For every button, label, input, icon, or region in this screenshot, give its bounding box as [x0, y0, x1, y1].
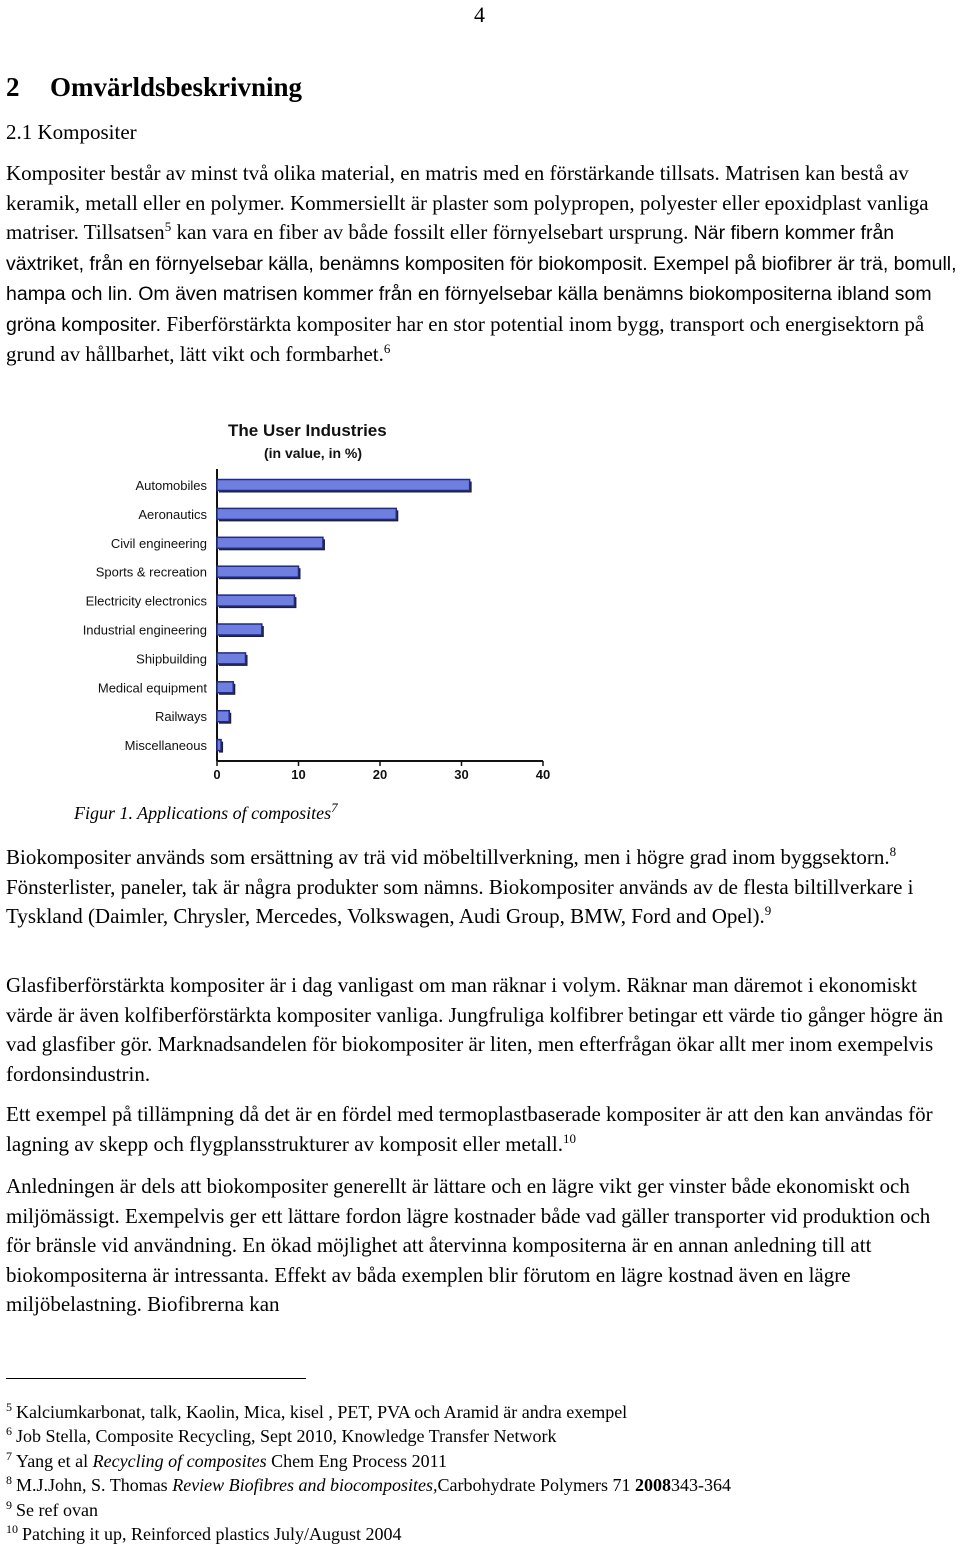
x-tick-label: 0: [213, 767, 221, 782]
section-heading: [6, 72, 302, 103]
x-tick-label: 10: [291, 767, 306, 782]
footnote-9: [6, 1498, 956, 1522]
footnotes: [6, 1400, 956, 1546]
footnote-8: [6, 1473, 956, 1497]
footnote-title: Recycling of composites: [92, 1450, 267, 1471]
chart-title: The User Industries: [228, 421, 387, 440]
subsection-heading: 2.1 Kompositer: [6, 120, 137, 144]
bar: [217, 740, 221, 751]
footnote-number: 6: [6, 1424, 12, 1439]
footnote-source: Chem Eng Process 2011: [266, 1450, 447, 1471]
page-number: 4: [474, 2, 485, 27]
paragraph-1-text-c: När fibern kommer från växtriket, från en förnyelsebar källa, benämns kompositen för biokomposit. Exempel på biofibrer är trä, bomull, hampa och lin. Om även matrisen kommer från en förnyelsebar källa benämns biokompositerna ibland som gröna kompositer.: [6, 222, 957, 336]
bar: [217, 653, 246, 664]
bar: [217, 624, 262, 635]
footnote-ref-6: 6: [383, 341, 391, 356]
x-tick-label: 30: [454, 767, 469, 782]
footnote-number: 10: [6, 1522, 18, 1537]
figure-caption: [74, 800, 338, 824]
section-number: 2: [6, 72, 20, 102]
footnote-number: 9: [6, 1497, 12, 1512]
bar: [217, 682, 233, 693]
bar: [217, 480, 470, 491]
category-label: Electricity electronics: [85, 593, 207, 609]
paragraph-1-text-a: Kompositer består av minst två olika material, en matris med en förstärkande tillsats. Matrisen kan bestå av keramik, metall eller en polymer. Kommersiellt är plaster som polypropen, polyester eller epoxidplast vanliga matriser. Tillsatsen: [6, 161, 929, 244]
category-label: Medical equipment: [97, 680, 207, 696]
footnote-source: Carbohydrate Polymers 71: [437, 1475, 635, 1496]
footnote-pages: 343-364: [670, 1475, 731, 1496]
footnote-number: 8: [6, 1473, 12, 1488]
footnote-10: [6, 1522, 956, 1546]
paragraph-1: [6, 159, 960, 370]
footnote-text: M.J.John, S. Thomas: [16, 1475, 173, 1496]
user-industries-chart: [60, 412, 560, 787]
section-title: Omvärldsbeskrivning: [50, 72, 303, 102]
footnote-number: 7: [6, 1448, 12, 1463]
category-label: Miscellaneous: [124, 738, 207, 754]
paragraph-2-text-a: Biokompositer används som ersättning av trä vid möbeltillverkning, men i högre grad inom byggsektorn.: [6, 845, 890, 869]
footnote-ref-8: 8: [889, 844, 897, 859]
bar: [217, 566, 299, 577]
category-label: Automobiles: [135, 478, 207, 493]
bar: [217, 508, 396, 519]
category-label: Industrial engineering: [82, 622, 207, 638]
paragraph-2: [6, 843, 960, 932]
footnote-text: Yang et al: [16, 1450, 93, 1471]
category-label: Sports & recreation: [95, 564, 207, 580]
paragraph-1-text-b: kan vara en fiber av både fossilt eller förnyelsebart ursprung.: [171, 220, 694, 244]
footnote-text: Patching it up, Reinforced plastics July/August 2004: [22, 1524, 402, 1545]
footnote-number: 5: [6, 1400, 12, 1414]
footnote-text: Se ref ovan: [16, 1499, 98, 1520]
footnote-ref-9: 9: [764, 903, 772, 918]
footnote-5: [6, 1400, 956, 1424]
paragraph-3: Glasfiberförstärkta kompositer är i dag vanligast om man räknar i volym. Räknar man däremot i ekonomiskt värde är även kolfiberförstärkta kompositer vanliga. Jungfruliga kolfibrer betingar ett värde tio gånger högre än vad glasfiber gör. Marknadsandelen för biokompositer är liten, men efterfrågan ökar allt mer inom exempelvis fordonsindustrin.: [6, 973, 944, 1086]
bar: [217, 711, 229, 722]
footnote-year: 2008: [634, 1475, 671, 1496]
footnote-7: [6, 1449, 956, 1473]
category-label: Aeronautics: [138, 506, 207, 522]
category-label: Civil engineering: [110, 535, 207, 551]
footnote-title: Review Biofibres and biocomposites,: [172, 1475, 438, 1496]
paragraph-2-text-b: Fönsterlister, paneler, tak är några produkter som nämns. Biokompositer används av de flesta biltillverkare i Tyskland (Daimler, Chrysler, Mercedes, Volkswagen, Audi Group, BMW, Ford and Opel).: [6, 874, 914, 928]
category-label: Shipbuilding: [136, 651, 207, 667]
footnote-6: [6, 1424, 956, 1448]
footnote-text: Job Stella, Composite Recycling, Sept 2010, Knowledge Transfer Network: [16, 1426, 557, 1447]
bar: [217, 595, 294, 606]
footnote-ref-10: 10: [562, 1130, 576, 1146]
bar: [217, 537, 323, 548]
footnote-ref-7: 7: [331, 800, 338, 815]
footnote-ref-5: 5: [164, 219, 172, 234]
paragraph-4-text: Ett exempel på tillämpning då det är en fördel med termoplastbaserade kompositer är att den kan användas för lagning av skepp och flygplansstrukturer av komposit eller metall.: [6, 1102, 933, 1156]
chart-plot-area: [83, 469, 551, 782]
paragraph-4: [6, 1100, 960, 1159]
footnote-divider: [6, 1378, 306, 1379]
figure-caption-text: Figur 1. Applications of composites: [74, 803, 332, 823]
paragraph-5: Anledningen är dels att biokompositer generellt är lättare och en lägre vikt ger vinster både ekonomiskt och miljömässigt. Exempelvis ger ett lättare fordon lägre kostnader både vad gäller transporter vid produktion och för bränsle vid användning. En ökad möjlighet att återvinna kompositerna är en annan anledning till att biokompositerna är intressanta. Effekt av båda exemplen blir förutom en lägre kostnad även en lägre miljöbelastning. Biofibrerna kan: [6, 1174, 931, 1316]
x-tick-label: 40: [535, 767, 551, 782]
chart-subtitle: (in value, in %): [264, 445, 363, 461]
x-tick-label: 20: [372, 767, 388, 782]
paragraph-1-text-d: Fiberförstärkta kompositer har en stor potential inom bygg, transport och energisektorn på grund av hållbarhet, lätt vikt och formbarhet.: [6, 311, 925, 366]
category-label: Railways: [154, 709, 207, 725]
footnote-text: Kalciumkarbonat, talk, Kaolin, Mica, kisel , PET, PVA och Aramid är andra exempel: [16, 1402, 628, 1422]
